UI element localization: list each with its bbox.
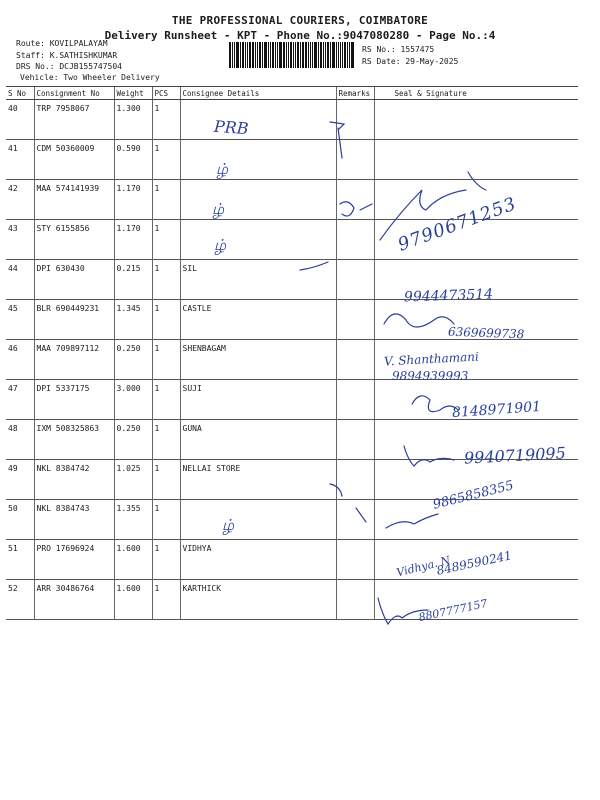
cell-remarks (336, 500, 374, 540)
route-label: Route: KOVILPALAYAM (16, 39, 108, 48)
cell-remarks (336, 300, 374, 340)
cell-pcs: 1 (152, 540, 180, 580)
table-row (6, 140, 578, 180)
rs-date-label: RS Date: 29-May-2025 (362, 57, 459, 66)
barcode-bar (312, 42, 313, 68)
table-header-row (6, 87, 578, 100)
barcode-bar (293, 42, 294, 68)
barcode-bar (262, 42, 263, 68)
handwritten-prb: PRB (213, 116, 250, 139)
cell-sno: 44 (6, 260, 34, 300)
handwritten-phone: 9940719095 (463, 443, 567, 468)
cell-remarks (336, 100, 374, 140)
cell-pcs: 1 (152, 580, 180, 620)
table-row (6, 500, 578, 540)
cell-pcs: 1 (152, 340, 180, 380)
barcode-bar (330, 42, 331, 68)
barcode-bar (351, 42, 354, 68)
cell-seal (374, 420, 578, 460)
col-weight-header: Weight (114, 87, 152, 100)
barcode (229, 42, 355, 68)
cell-seal (374, 180, 578, 220)
barcode-bar (249, 42, 251, 68)
handwritten-name: V. Shanthamani (383, 349, 480, 369)
cell-weight: 1.345 (114, 300, 152, 340)
cell-sno: 46 (6, 340, 34, 380)
handwritten-phone: 8148971901 (451, 398, 542, 422)
barcode-bar (240, 42, 241, 68)
cell-weight: 1.600 (114, 540, 152, 580)
barcode-bar (332, 42, 335, 68)
barcode-bar (305, 42, 307, 68)
cell-remarks (336, 340, 374, 380)
barcode-bar (286, 42, 287, 68)
cell-sno: 41 (6, 140, 34, 180)
drs-label: DRS No.: DCJB155747504 (16, 62, 122, 71)
rs-no-label: RS No.: 1557475 (362, 45, 435, 54)
cell-consignment: NKL 8384742 (34, 460, 114, 500)
staff-label: Staff: K.SATHISHKUMAR (16, 51, 118, 60)
barcode-bar (247, 42, 248, 68)
cell-sno: 45 (6, 300, 34, 340)
barcode-bar (268, 42, 269, 68)
cell-weight: 0.250 (114, 420, 152, 460)
cell-seal (374, 140, 578, 180)
cell-seal (374, 580, 578, 620)
cell-weight: 1.300 (114, 100, 152, 140)
cell-weight: 0.215 (114, 260, 152, 300)
barcode-bar (349, 42, 350, 68)
handwritten-phone: 9944473514 (403, 286, 494, 306)
table-row (6, 260, 578, 300)
barcode-bar (320, 42, 322, 68)
barcode-bar (290, 42, 292, 68)
handwritten-mark: ழ் (222, 516, 235, 534)
barcode-bar (279, 42, 282, 68)
cell-consignee: SUJI (180, 380, 336, 420)
barcode-bar (259, 42, 261, 68)
barcode-bar (295, 42, 296, 68)
handwritten-phone: 9790671253 (395, 193, 520, 256)
cell-sno: 49 (6, 460, 34, 500)
cell-remarks (336, 580, 374, 620)
barcode-bar (310, 42, 311, 68)
barcode-bar (245, 42, 246, 68)
cell-pcs: 1 (152, 300, 180, 340)
handwritten-phone: 8807777157 (417, 596, 489, 625)
barcode-bar (283, 42, 285, 68)
cell-consignee: CASTLE (180, 300, 336, 340)
col-consignment-header: Consignment No (34, 87, 114, 100)
table-row (6, 540, 578, 580)
cell-seal (374, 220, 578, 260)
cell-remarks (336, 380, 374, 420)
cell-weight: 1.170 (114, 220, 152, 260)
cell-remarks (336, 180, 374, 220)
barcode-bar (300, 42, 301, 68)
cell-weight: 0.250 (114, 340, 152, 380)
barcode-bar (340, 42, 342, 68)
col-pcs-header: PCS (152, 87, 180, 100)
cell-remarks (336, 420, 374, 460)
vehicle-label: Vehicle: Two Wheeler Delivery (20, 73, 160, 82)
cell-pcs: 1 (152, 420, 180, 460)
cell-consignee: GUNA (180, 420, 336, 460)
cell-consignment: MAA 709897112 (34, 340, 114, 380)
cell-consignee (180, 140, 336, 180)
barcode-bar (242, 42, 244, 68)
barcode-bar (327, 42, 329, 68)
barcode-bar (325, 42, 326, 68)
barcode-bar (257, 42, 258, 68)
handwritten-phone: 9865858355 (431, 478, 516, 513)
handwritten-phone: 8489590241 (435, 548, 513, 578)
cell-consignment: IXM 508325863 (34, 420, 114, 460)
cell-consignment: TRP 7958067 (34, 100, 114, 140)
barcode-bar (323, 42, 324, 68)
barcode-bar (302, 42, 304, 68)
barcode-bar (336, 42, 337, 68)
table-row (6, 380, 578, 420)
cell-pcs: 1 (152, 220, 180, 260)
cell-consignment: CDM 50360009 (34, 140, 114, 180)
runsheet-title: Delivery Runsheet - KPT - Phone No.:9047080280 - Page No.:4 (104, 29, 496, 42)
cell-consignee: NELLAI STORE (180, 460, 336, 500)
cell-seal (374, 340, 578, 380)
cell-seal (374, 260, 578, 300)
cell-weight: 3.000 (114, 380, 152, 420)
cell-consignment: DPI 630430 (34, 260, 114, 300)
cell-seal (374, 100, 578, 140)
cell-sno: 50 (6, 500, 34, 540)
barcode-bar (344, 42, 346, 68)
cell-remarks (336, 460, 374, 500)
cell-consignment: ARR 30486764 (34, 580, 114, 620)
col-remarks-header: Remarks (336, 87, 374, 100)
barcode-bar (255, 42, 256, 68)
cell-sno: 47 (6, 380, 34, 420)
cell-weight: 1.170 (114, 180, 152, 220)
barcode-bar (288, 42, 289, 68)
table-row (6, 460, 578, 500)
table-row (6, 220, 578, 260)
cell-seal (374, 300, 578, 340)
cell-consignee (180, 180, 336, 220)
cell-consignee: VIDHYA (180, 540, 336, 580)
handwritten-mark: ழ் (216, 160, 229, 178)
cell-weight: 1.025 (114, 460, 152, 500)
cell-weight: 1.355 (114, 500, 152, 540)
company-title: THE PROFESSIONAL COURIERS, COIMBATORE (171, 14, 429, 27)
barcode-bar (277, 42, 278, 68)
cell-pcs: 1 (152, 100, 180, 140)
col-consignee-header: Consignee Details (180, 87, 336, 100)
table-row (6, 300, 578, 340)
cell-consignee (180, 220, 336, 260)
cell-pcs: 1 (152, 180, 180, 220)
barcode-bar (347, 42, 348, 68)
barcode-bar (308, 42, 309, 68)
barcode-bar (297, 42, 300, 68)
cell-pcs: 1 (152, 460, 180, 500)
barcode-bar (342, 42, 343, 68)
barcode-bar (272, 42, 274, 68)
cell-seal (374, 540, 578, 580)
barcode-bar (314, 42, 317, 68)
table-row (6, 180, 578, 220)
cell-remarks (336, 220, 374, 260)
cell-consignment: STY 6155856 (34, 220, 114, 260)
cell-seal (374, 380, 578, 420)
handwritten-mark: ழ் (212, 200, 225, 218)
cell-consignment: DPI 5337175 (34, 380, 114, 420)
barcode-bar (270, 42, 271, 68)
cell-consignment: BLR 690449231 (34, 300, 114, 340)
cell-consignment: PRO 17696924 (34, 540, 114, 580)
cell-pcs: 1 (152, 500, 180, 540)
table-row (6, 100, 578, 140)
cell-pcs: 1 (152, 380, 180, 420)
cell-seal (374, 500, 578, 540)
cell-pcs: 1 (152, 260, 180, 300)
barcode-bar (232, 42, 233, 68)
cell-consignee: SHENBAGAM (180, 340, 336, 380)
table-row (6, 420, 578, 460)
cell-weight: 1.600 (114, 580, 152, 620)
cell-sno: 51 (6, 540, 34, 580)
cell-sno: 42 (6, 180, 34, 220)
barcode-bar (252, 42, 255, 68)
col-sno-header: S No (6, 87, 34, 100)
barcode-bar (229, 42, 231, 68)
cell-seal (374, 460, 578, 500)
barcode-bar (318, 42, 319, 68)
runsheet-table (6, 86, 578, 620)
cell-remarks (336, 260, 374, 300)
handwritten-mark: ழ் (214, 236, 227, 254)
cell-sno: 52 (6, 580, 34, 620)
cell-consignee: SIL (180, 260, 336, 300)
table-row (6, 340, 578, 380)
cell-consignment: NKL 8384743 (34, 500, 114, 540)
cell-consignment: MAA 574141939 (34, 180, 114, 220)
cell-remarks (336, 140, 374, 180)
cell-remarks (336, 540, 374, 580)
cell-consignee (180, 500, 336, 540)
cell-pcs: 1 (152, 140, 180, 180)
handwritten-name: Vidhya. N (395, 553, 452, 580)
handwritten-phone: 9894939993 (392, 369, 469, 383)
barcode-bar (275, 42, 276, 68)
cell-consignee: KARTHICK (180, 580, 336, 620)
cell-sno: 43 (6, 220, 34, 260)
col-seal-header: Seal & Signature (374, 87, 578, 100)
cell-weight: 0.590 (114, 140, 152, 180)
barcode-bar (264, 42, 267, 68)
table-row (6, 580, 578, 620)
barcode-bar (234, 42, 235, 68)
cell-sno: 40 (6, 100, 34, 140)
cell-consignee (180, 100, 336, 140)
handwritten-phone: 6369699738 (447, 324, 525, 342)
cell-sno: 48 (6, 420, 34, 460)
barcode-bar (338, 42, 339, 68)
barcode-bar (236, 42, 239, 68)
